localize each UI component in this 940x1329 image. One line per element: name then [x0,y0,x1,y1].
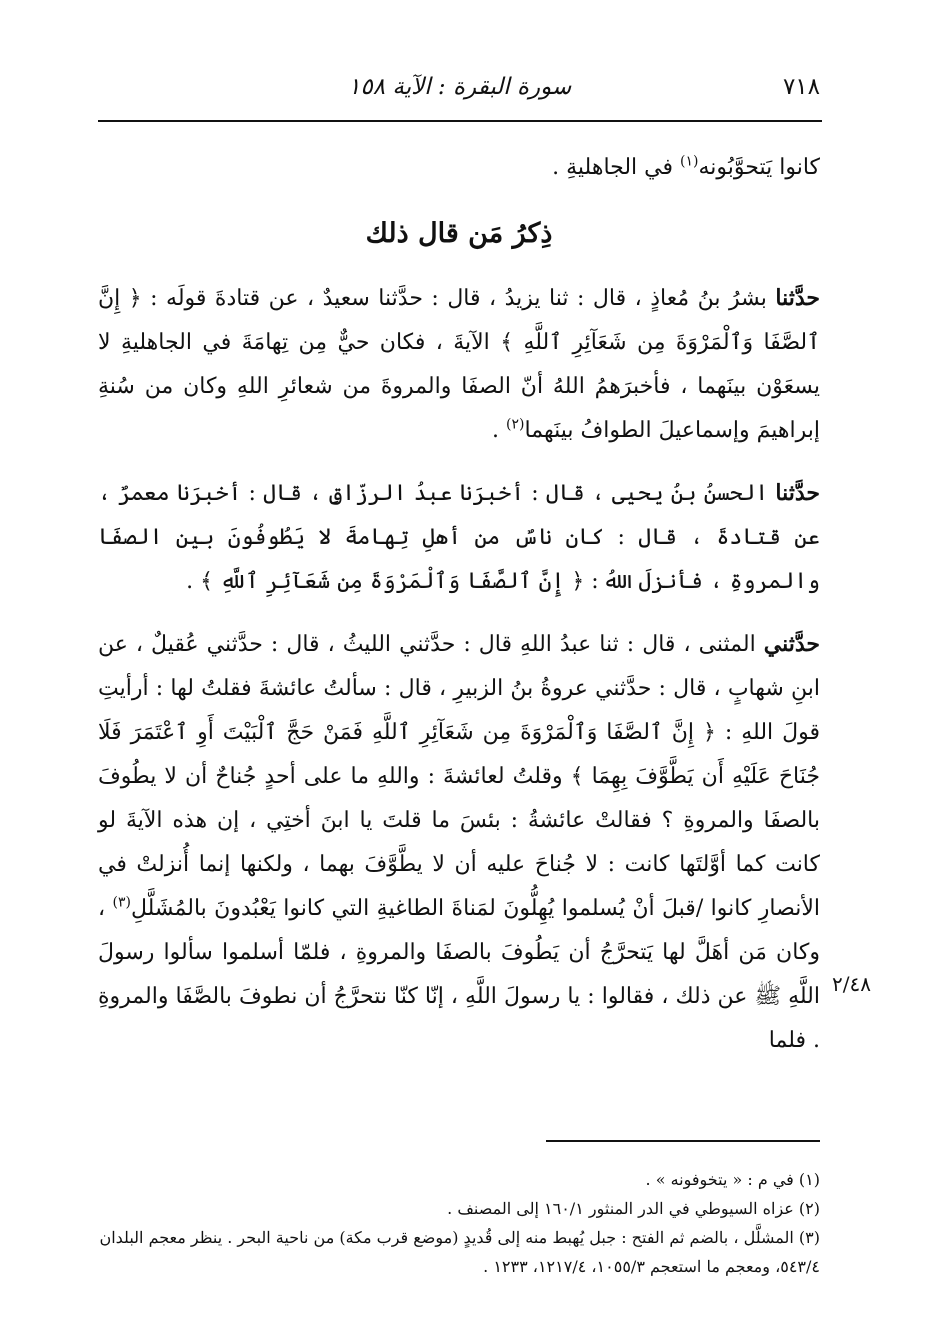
footnote-3: (٣) المشلَّل ، بالضم ثم الفتح : جبل يُهبط منه إلى قُديدٍ (موضع قرب مكة) من ناحية البحر . ينظر معجم البلدان ٥٤٣/٤، ومعجم ما استعجم ١٠٥٥/٣، ١٢١٧/٤، ١٢٣٣ . [99,1228,820,1276]
paragraph-2-lead: حدَّثنا [775,480,820,506]
footnote-ref-1: (١) [680,153,699,170]
footnote-ref-2: (٢) [506,416,525,433]
paragraph-3 [98,622,820,1063]
footnote-ref-3: (٣) [112,894,131,911]
intro-tail: في الجاهليةِ . [552,155,681,180]
footnote-rule [546,1140,820,1142]
header-rule [98,120,822,122]
paragraph-1 [98,276,820,453]
main-text [98,146,820,1081]
margin-reference: ٢/٤٨ [832,972,871,996]
paragraph-3-lead: حدَّثني [763,631,820,657]
section-heading: ذِكرُ مَن قال ذلك [365,218,553,249]
page-number: ٧١٨ [782,74,820,100]
intro-line [98,146,820,190]
footnote-1: (١) في م : « يتخوفونه » . [645,1170,820,1189]
paragraph-3-text-a: المثنى ، قال : ثنا عبدُ اللهِ قال : حدَّثني الليثُ ، قال : حدَّثني عُقيلٌ ، عن ابنِ شهابٍ ، قال : حدَّثني عروةُ بنُ الزبيرِ ، قال : سألتُ عائشةَ فقلتُ لها : أرأيتِ قولَ اللهِ : ﴿ إِنَّ ٱلصَّفَا وَٱلْمَرْوَةَ مِن شَعَآئِرِ ٱللَّهِ فَمَنْ حَجَّ ٱلْبَيْتَ أَوِ ٱعْتَمَرَ فَلَا جُنَاحَ عَلَيْهِ أَن يَطَّوَّفَ بِهِمَا ﴾ وقلتُ لعائشةَ : واللهِ ما على أحدٍ جُناحٌ أن لا يطُوفَ بالصفَا والمروةِ ؟ فقالتْ عائشةُ : بئسَ ما قلتَ يا ابنَ أختِي ، إن هذه الآيةَ لو كانت كما أوَّلتَها كانت : لا جُناحَ عليه أن لا يطَّوَّفَ بهما ، ولكنها إنما أُنزلتْ في الأنصارِ كانوا /قبلَ أنْ يُسلموا يُهِلُّونَ لمَناةَ الطاغيةِ التي كانوا يَعْبُدونَ بالمُشَلَّلِ [98,632,820,921]
footnotes [98,1165,820,1281]
footnote-2: (٢) عزاه السيوطي في الدر المنثور ١٦٠/١ إلى المصنف . [447,1199,820,1218]
paragraph-1-lead: حدَّثنا [775,285,820,311]
paragraph-3-text-b: ، وكان مَن أهَلَّ لها يَتحرَّجُ أن يَطُوفَ بالصفَا والمروةِ ، فلمّا أسلموا سألوا رسولَ اللَّهِ ﷺ عن ذلك ، فقالوا : يا رسولَ اللَّهِ ، إنّا كنّا نتحرَّجُ أن نطوفَ بالصَّفَا والمروةِ . فلما [98,896,820,1053]
intro-text: كانوا يَتحوَّبُونه [698,155,820,180]
paragraph-1-text: بشرُ بنُ مُعاذٍ ، قال : ثنا يزيدُ ، قال : حدَّثنا سعيدٌ ، عن قتادةَ قولَه : ﴿ إِنَّ ٱلصَّفَا وَٱلْمَرْوَةَ مِن شَعَآئِرِ ٱللَّهِ ﴾ الآيةَ ، فكان حيٌّ مِن تِهامَةَ في الجاهليةِ لا يسعَوْن بينَهما ، فأخبرَهمُ اللهُ أنّ الصفَا والمروةَ من شعائرِ اللهِ وكان من سُنةِ إبراهيمَ وإسماعيلَ الطوافُ بينَهما [98,286,820,443]
paragraph-1-tail: . [492,418,507,443]
running-title: سورة البقرة : الآية ١٥٨ [348,74,572,100]
page-header [98,70,820,110]
paragraph-2 [98,471,820,604]
paragraph-2-text: الحسنُ بنُ يحيى ، قال : أخبرَنا عبدُ الرزّاقِ ، قال : أخبرَنا معمرٌ ، عن قتادةَ ، قال : كان ناسٌ من أهلِ تِهامةَ لا يَطُوفُونَ بين الصفَا والمروةِ ، فأنزلَ اللهُ : ﴿ إِنَّ ٱلصَّفَا وَٱلْمَرْوَةَ مِن شَعَآئِرِ ٱللَّهِ ﴾ . [98,481,820,594]
